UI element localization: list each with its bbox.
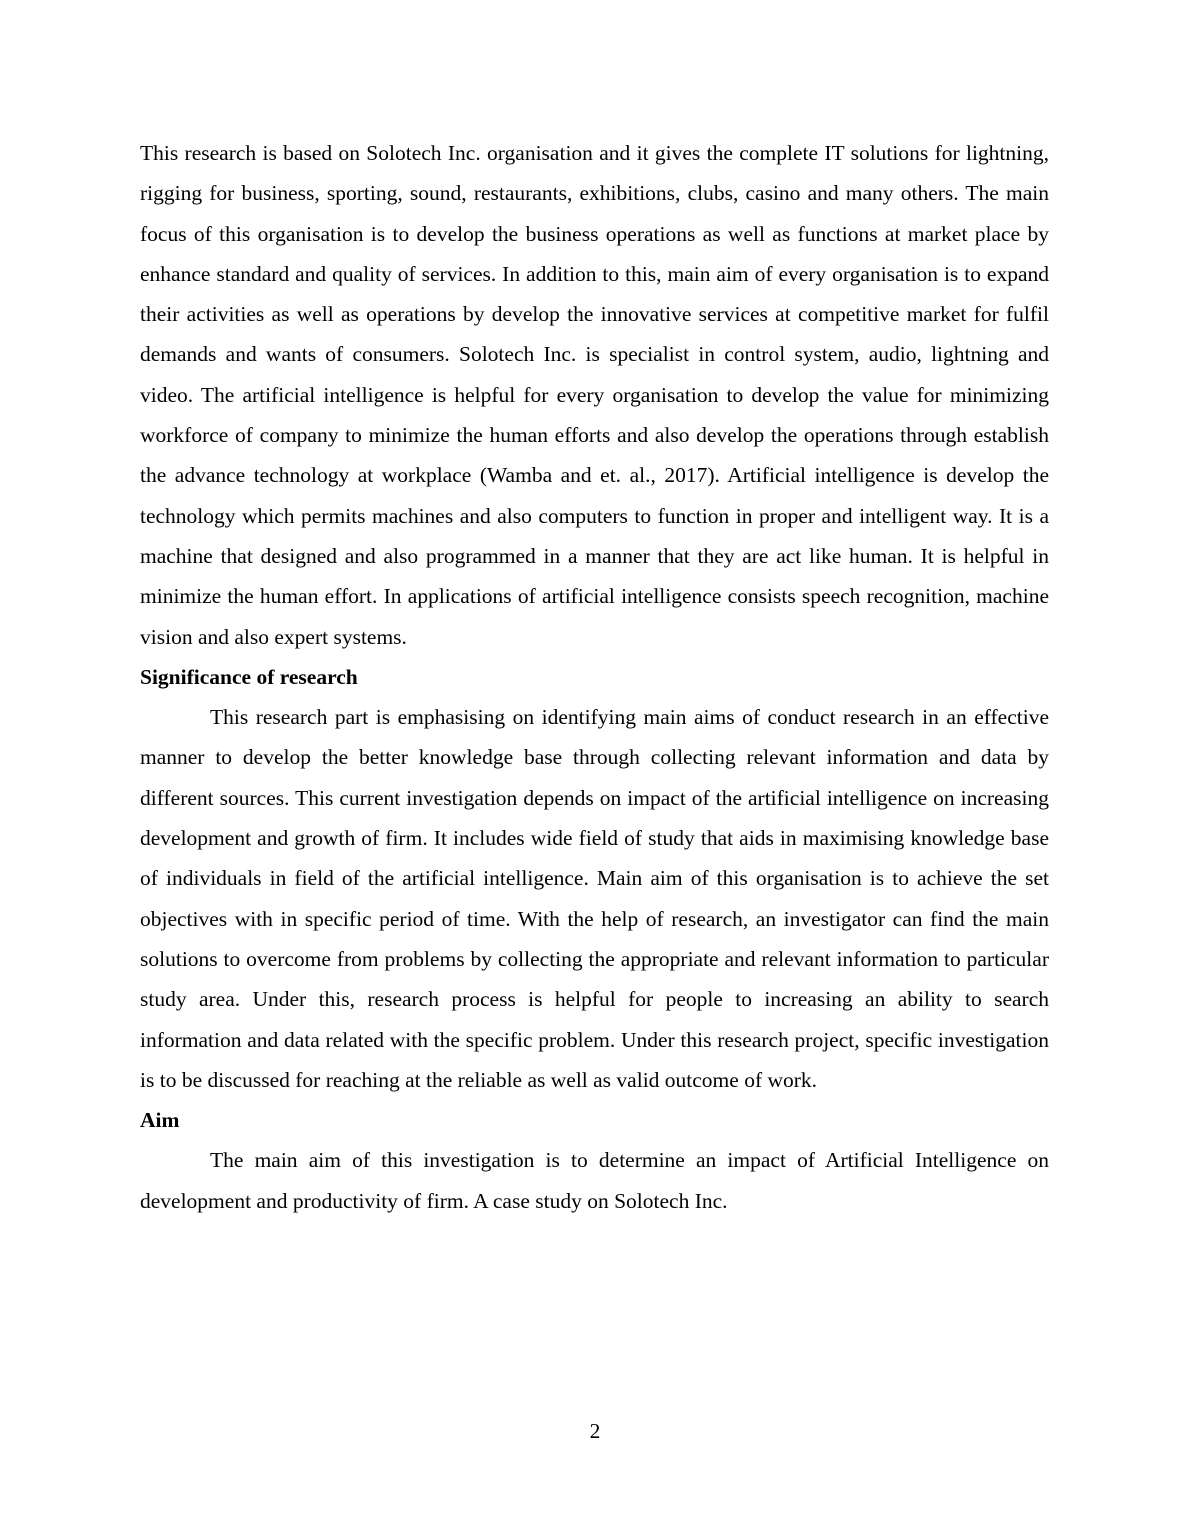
section-paragraph-significance: This research part is emphasising on identifying main aims of conduct research in an effective manner to develop the better knowledge base through collecting relevant information and data by different sources. This current investigation depends on impact of the artificial intelligence on increasing development and growth of firm. It includes wide field of study that aids in maximising knowledge base of individuals in field of the artificial intelligence. Main aim of this organisation is to achieve the set objectives with in specific period of time. With the help of research, an investigator can find the main solutions to overcome from problems by collecting the appropriate and relevant information to particular study area. Under this, research process is helpful for people to increasing an ability to search information and data related with the specific problem. Under this research project, specific investigation is to be discussed for reaching at the reliable as well as valid outcome of work. (140, 705, 1049, 1092)
document-body (140, 133, 1049, 1221)
section-heading-aim: Aim (140, 1108, 180, 1133)
section-paragraph-aim: The main aim of this investigation is to determine an impact of Artificial Intelligence on development and productivity of firm. A case study on Solotech Inc. (140, 1148, 1049, 1213)
section-heading-significance: Significance of research (140, 664, 358, 689)
intro-paragraph: This research is based on Solotech Inc. organisation and it gives the complete IT solutions for lightning, rigging for business, sporting, sound, restaurants, exhibitions, clubs, casino and many others. The main focus of this organisation is to develop the business operations as well as functions at market place by enhance standard and quality of services. In addition to this, main aim of every organisation is to expand their activities as well as operations by develop the innovative services at competitive market for fulfil demands and wants of consumers. Solotech Inc. is specialist in control system, audio, lightning and video. The artificial intelligence is helpful for every organisation to develop the value for minimizing workforce of company to minimize the human efforts and also develop the operations through establish the advance technology at workplace (Wamba and et. al., 2017). Artificial intelligence is develop the technology which permits machines and also computers to function in proper and intelligent way. It is a machine that designed and also programmed in a manner that they are act like human. It is helpful in minimize the human effort. In applications of artificial intelligence consists speech recognition, machine vision and also expert systems. (140, 141, 1049, 649)
page-number: 2 (589, 1419, 601, 1443)
